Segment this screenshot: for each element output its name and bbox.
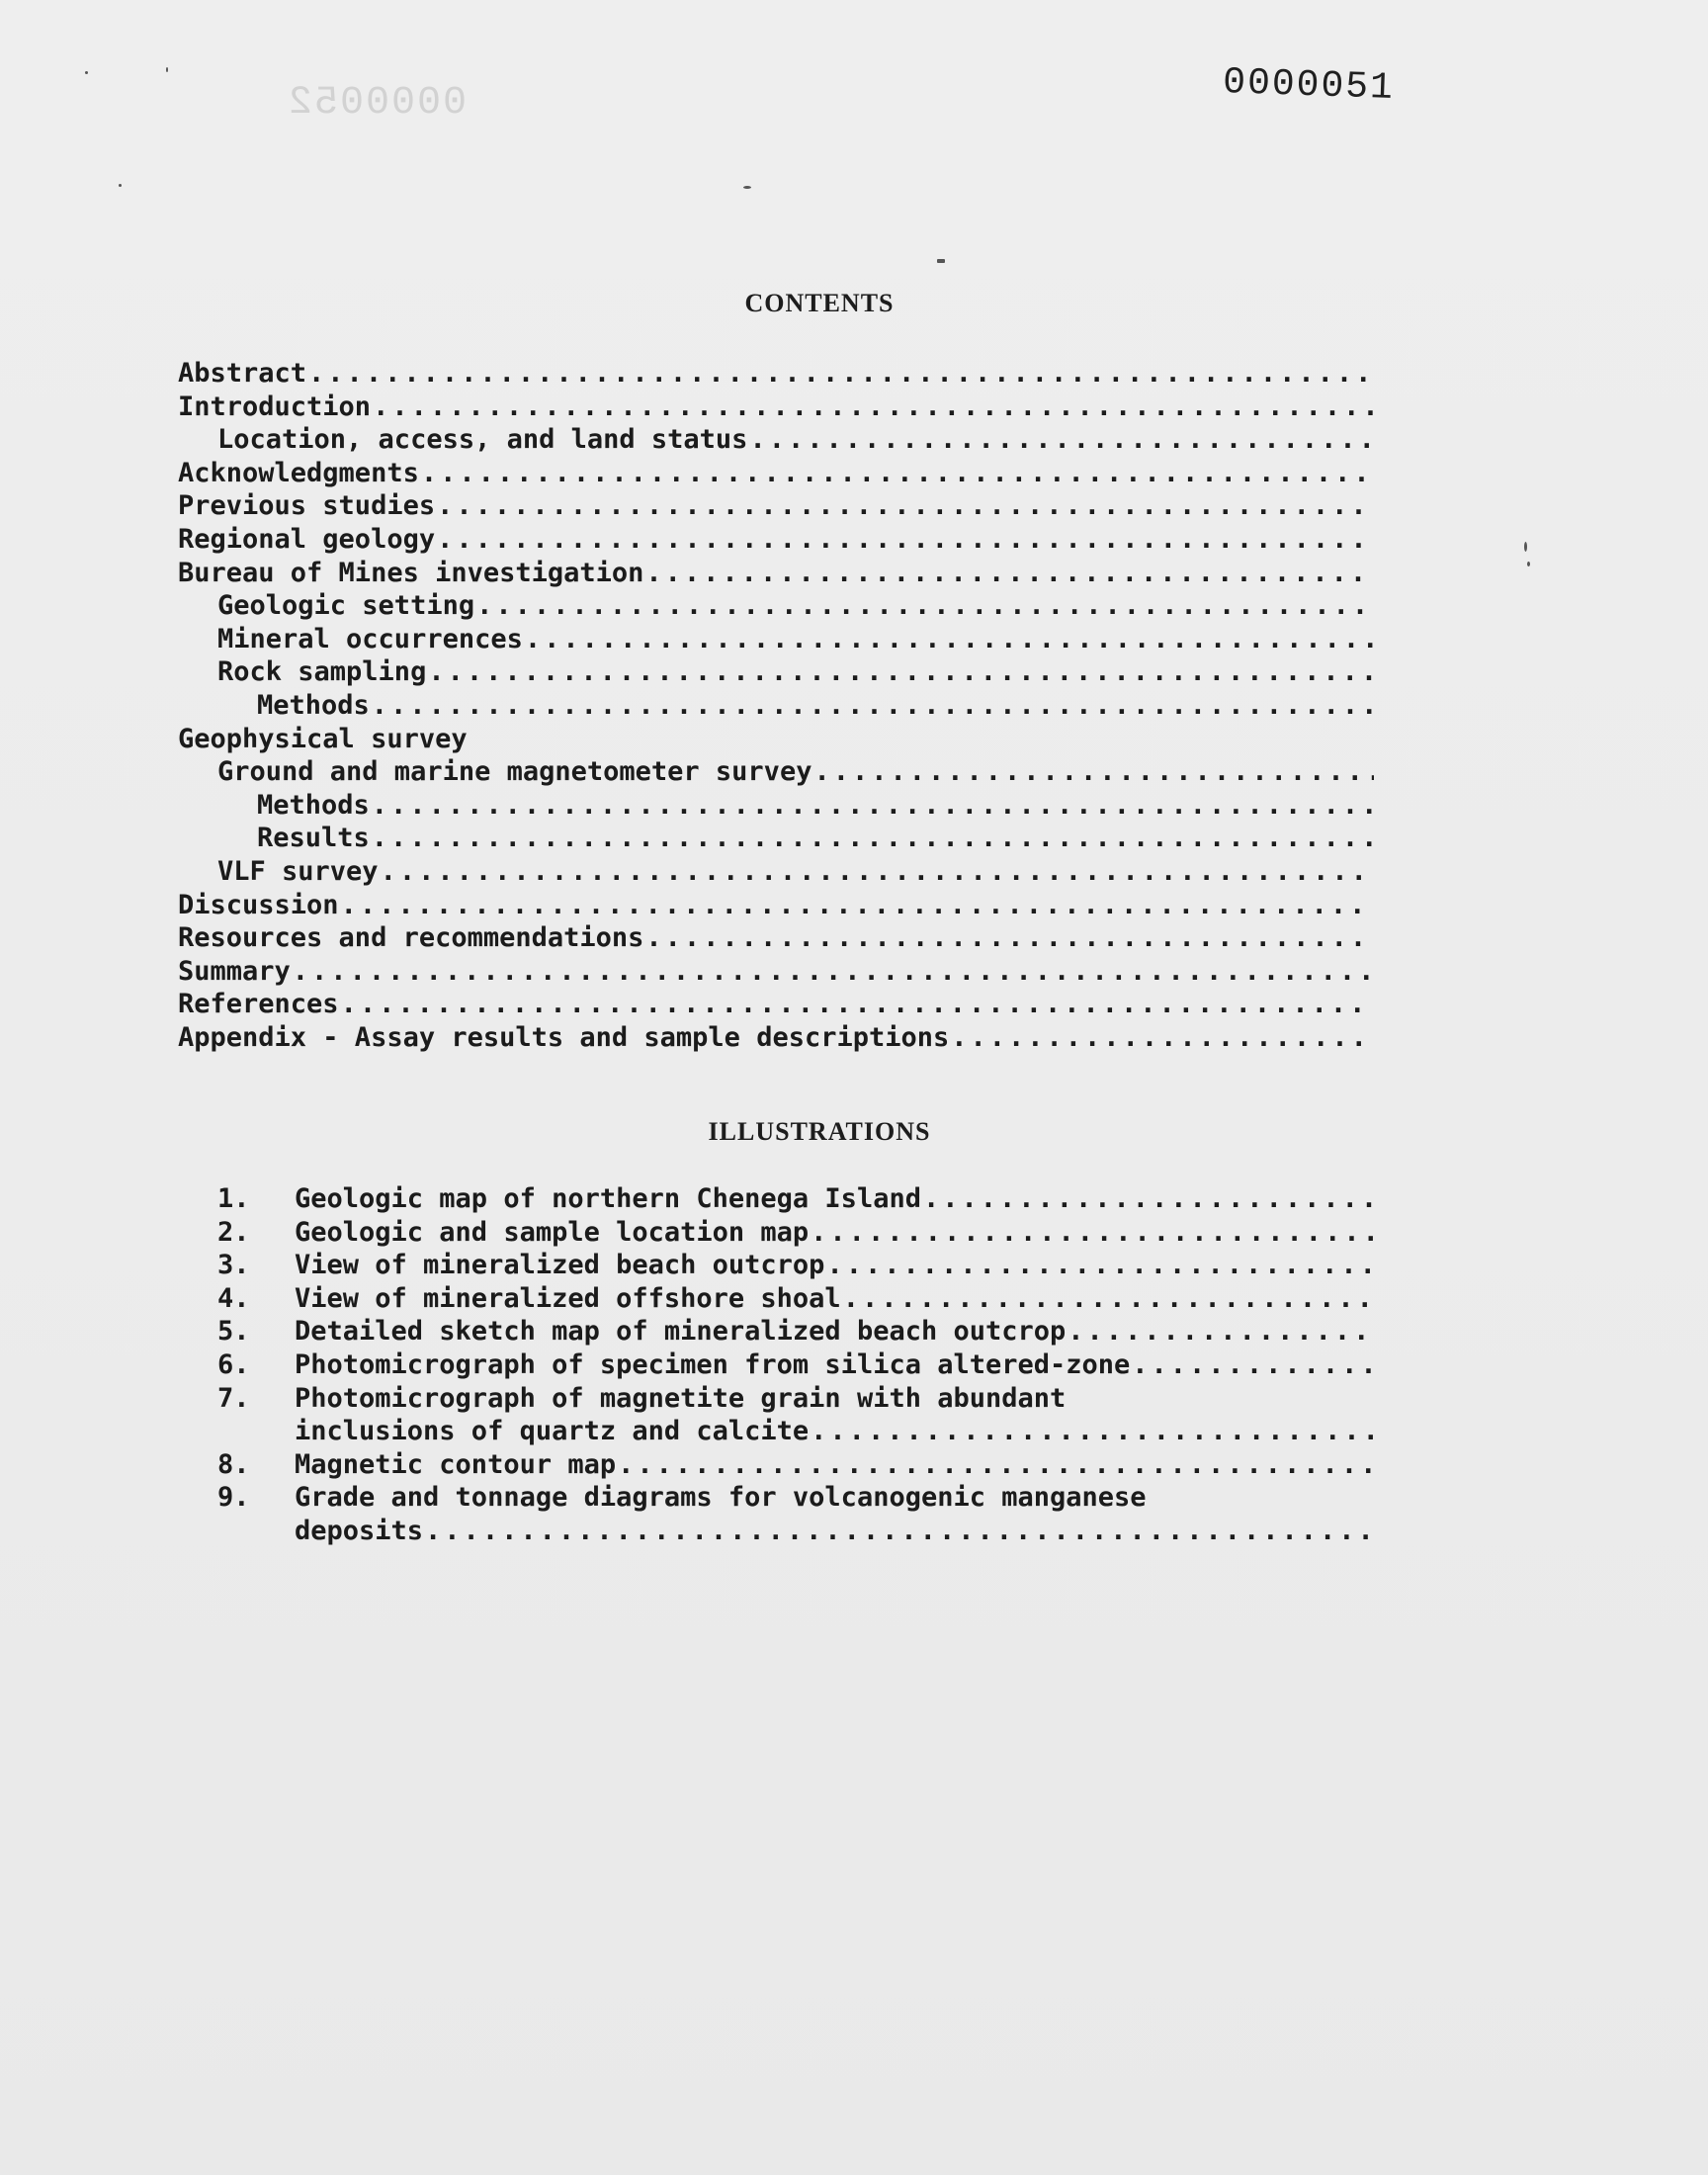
illustration-number: 3.	[217, 1250, 250, 1281]
illustration-title: Grade and tonnage diagrams for volcanogenic manganese	[295, 1482, 1147, 1514]
dot-leader	[372, 790, 1374, 821]
scan-speck	[743, 186, 751, 189]
contents-entry	[178, 558, 1374, 591]
dot-leader	[525, 624, 1374, 654]
contents-entry	[178, 524, 1374, 558]
contents-entry-label: Geophysical survey	[178, 723, 468, 754]
scan-speck	[1527, 562, 1530, 566]
contents-entry-label: Previous studies	[178, 490, 436, 522]
dot-leader	[308, 358, 1374, 389]
contents-entry-label: Geologic setting	[217, 590, 475, 622]
dot-leader	[1132, 1349, 1374, 1380]
dot-leader	[381, 856, 1374, 887]
illustration-entry	[178, 1449, 1374, 1483]
contents-entry	[178, 690, 1374, 724]
dot-leader	[421, 458, 1374, 488]
contents-entry-label: Results	[257, 823, 370, 854]
dot-leader	[923, 1183, 1374, 1214]
contents-list	[178, 358, 1374, 1055]
contents-entry-label: References	[178, 989, 339, 1020]
contents-entry	[178, 590, 1374, 624]
dot-leader	[293, 956, 1374, 987]
contents-entry	[178, 724, 1374, 757]
dot-leader	[476, 590, 1374, 621]
dot-leader	[437, 524, 1374, 555]
dot-leader	[749, 424, 1374, 455]
illustration-title: View of mineralized beach outcrop	[295, 1250, 825, 1281]
illustration-number: 1.	[217, 1183, 250, 1214]
contents-entry	[178, 790, 1374, 824]
contents-entry	[178, 922, 1374, 956]
contents-entry-label: Discussion	[178, 889, 339, 920]
contents-entry	[178, 358, 1374, 392]
scan-speck	[166, 67, 168, 72]
illustration-entry	[178, 1349, 1374, 1383]
illustration-entry	[178, 1383, 1374, 1417]
illustrations-list	[178, 1183, 1374, 1549]
dot-leader	[618, 1449, 1374, 1480]
illustration-title: Geologic and sample location map	[295, 1216, 810, 1248]
contents-entry	[178, 458, 1374, 491]
illustration-title: Photomicrograph of specimen from silica altered-zone	[295, 1348, 1131, 1380]
dot-leader	[645, 558, 1374, 588]
contents-entry-label: Appendix - Assay results and sample descriptions	[178, 1021, 950, 1053]
contents-entry	[178, 624, 1374, 657]
contents-entry-label: Bureau of Mines investigation	[178, 557, 644, 588]
illustration-title: Photomicrograph of magnetite grain with abundant	[295, 1382, 1067, 1414]
contents-entry	[178, 392, 1374, 425]
illustration-entry	[178, 1217, 1374, 1251]
dot-leader	[437, 490, 1374, 521]
illustration-number: 9.	[217, 1482, 250, 1514]
contents-entry-label: Location, access, and land status	[217, 424, 748, 456]
contents-entry-label: Regional geology	[178, 523, 436, 555]
dot-leader	[372, 823, 1374, 853]
dot-leader	[341, 890, 1374, 920]
scan-speck	[119, 184, 122, 187]
illustration-number: 2.	[217, 1216, 250, 1248]
contents-entry-label: Methods	[257, 789, 370, 821]
contents-entry-label: VLF survey	[217, 855, 379, 887]
contents-entry-label: Acknowledgments	[178, 457, 419, 488]
illustration-title: Magnetic contour map	[295, 1448, 617, 1480]
illustration-title: Geologic map of northern Chenega Island	[295, 1183, 921, 1214]
illustration-title: deposits	[295, 1515, 424, 1546]
dot-leader	[826, 1250, 1374, 1280]
page-number: 0000051	[1222, 61, 1396, 111]
dot-leader	[951, 1022, 1374, 1053]
contents-entry	[178, 823, 1374, 856]
illustration-title: Detailed sketch map of mineralized beach outcrop	[295, 1316, 1067, 1348]
illustration-number: 5.	[217, 1316, 250, 1348]
contents-entry	[178, 656, 1374, 690]
scan-speck	[1524, 542, 1527, 552]
contents-entry	[178, 756, 1374, 790]
illustration-entry	[178, 1183, 1374, 1217]
contents-entry-label: Abstract	[178, 358, 307, 389]
contents-entry	[178, 856, 1374, 890]
contents-entry	[178, 989, 1374, 1022]
scan-speck	[85, 71, 88, 74]
dot-leader	[843, 1283, 1374, 1314]
dot-leader	[813, 756, 1374, 787]
contents-entry	[178, 956, 1374, 990]
dot-leader	[428, 656, 1374, 687]
illustration-entry	[178, 1250, 1374, 1283]
illustration-entry	[178, 1316, 1374, 1349]
contents-entry	[178, 890, 1374, 923]
illustration-title: View of mineralized offshore shoal	[295, 1282, 841, 1314]
illustration-entry	[178, 1283, 1374, 1317]
dot-leader	[341, 989, 1374, 1019]
dot-leader	[425, 1516, 1374, 1546]
illustration-entry	[178, 1482, 1374, 1516]
illustration-number: 6.	[217, 1348, 250, 1380]
contents-entry-label: Introduction	[178, 391, 372, 422]
contents-entry	[178, 424, 1374, 458]
scan-speck	[937, 259, 945, 263]
contents-heading: CONTENTS	[744, 289, 895, 317]
illustration-title: inclusions of quartz and calcite	[295, 1416, 810, 1447]
contents-entry	[178, 490, 1374, 524]
illustration-number: 8.	[217, 1448, 250, 1480]
contents-entry-label: Summary	[178, 955, 291, 987]
dot-leader	[373, 392, 1374, 422]
dot-leader	[811, 1217, 1374, 1248]
contents-entry-label: Mineral occurrences	[217, 623, 523, 654]
contents-entry-label: Rock sampling	[217, 656, 427, 688]
illustration-number: 7.	[217, 1382, 250, 1414]
dot-leader	[645, 922, 1374, 953]
dot-leader	[372, 690, 1374, 721]
illustration-entry	[178, 1416, 1374, 1449]
dot-leader	[1068, 1316, 1374, 1347]
contents-entry	[178, 1022, 1374, 1056]
illustrations-heading: ILLUSTRATIONS	[708, 1117, 931, 1146]
contents-entry-label: Ground and marine magnetometer survey	[217, 756, 812, 788]
illustration-entry	[178, 1516, 1374, 1549]
contents-entry-label: Resources and recommendations	[178, 922, 644, 954]
bleed-through-page-number: 0000052	[287, 81, 468, 126]
illustration-number: 4.	[217, 1282, 250, 1314]
contents-entry-label: Methods	[257, 689, 370, 721]
dot-leader	[811, 1416, 1374, 1446]
